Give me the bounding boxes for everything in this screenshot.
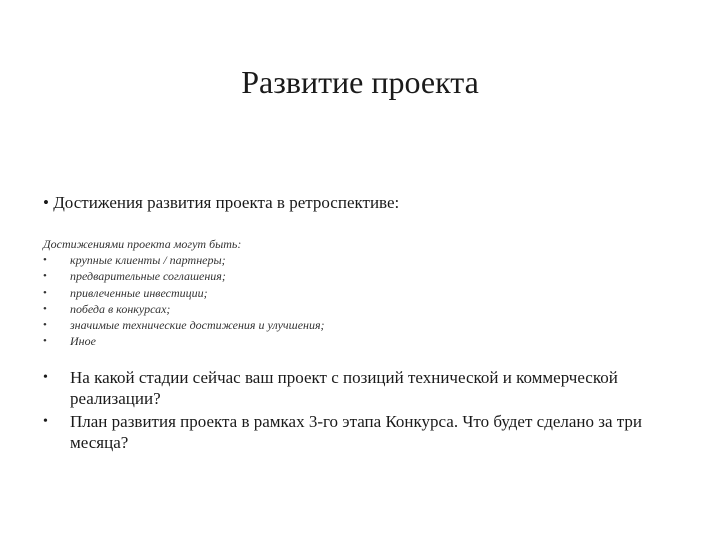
list-item: • привлеченные инвестиции; [43, 285, 643, 301]
achievements-intro: Достижениями проекта могут быть: [43, 237, 242, 251]
list-item: • значимые технические достижения и улучшения; [43, 317, 643, 333]
questions-list [43, 367, 663, 455]
list-item: • крупные клиенты / партнеры; [43, 252, 643, 268]
main-bullet: • Достижения развития проекта в ретроспективе: [43, 193, 400, 212]
question-item: • План развития проекта в рамках 3-го этапа Конкурса. Что будет сделано за три месяца? [43, 411, 663, 453]
achievements-list [43, 252, 643, 350]
list-item: • предварительные соглашения; [43, 268, 643, 284]
list-item: • победа в конкурсах; [43, 301, 643, 317]
list-item: • Иное [43, 333, 643, 349]
question-item: • На какой стадии сейчас ваш проект с позиций технической и коммерческой реализации? [43, 367, 663, 409]
achievements-block [43, 236, 643, 350]
slide-title: Развитие проекта [241, 64, 479, 100]
